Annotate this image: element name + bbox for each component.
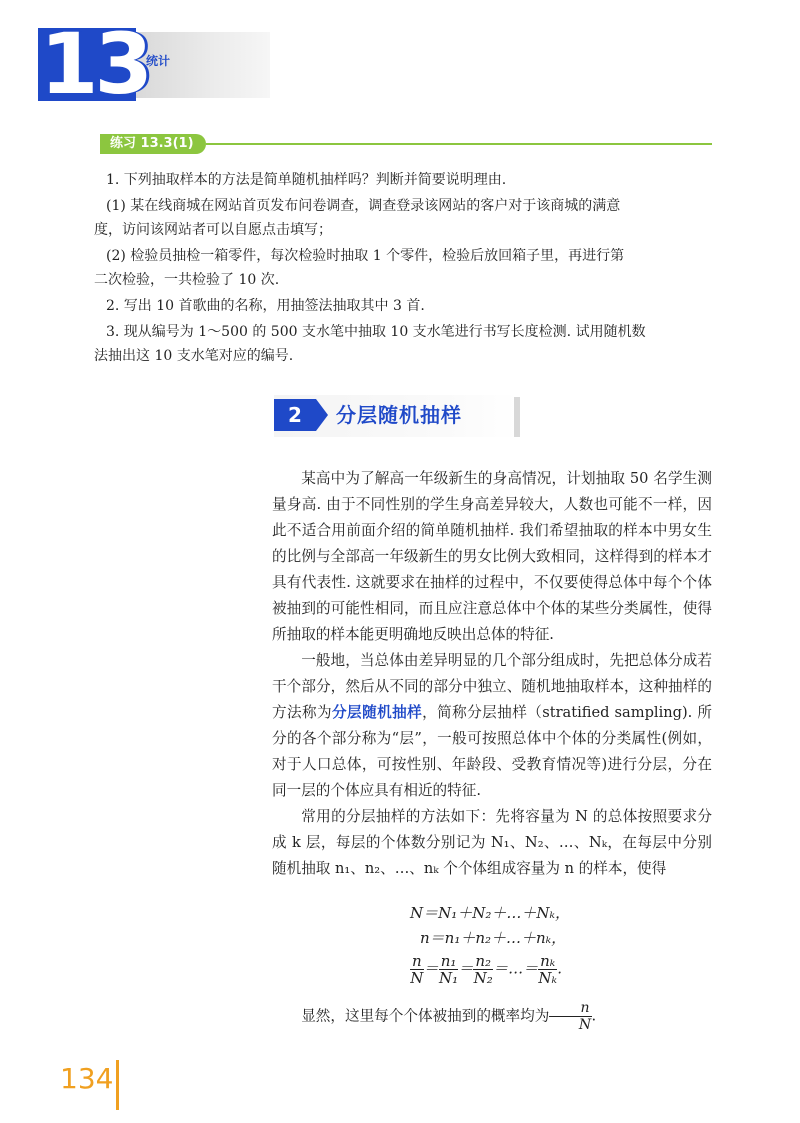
paragraph-3: 常用的分层抽样的方法如下：先将容量为 N 的总体按照要求分成 k 层，每层的个体数分别记为 N₁、N₂、…、Nₖ，在每层中分别随机抽取 n₁、n₂、…、nₖ 个个体组成容量为 n 的样本，使得 <box>272 808 712 877</box>
exercise-q1-1-line1: (1) 某在线商城在网站首页发布问卷调查，调查登录该网站的客户对于该商城的满意 <box>106 198 621 214</box>
page-number-bar <box>116 1060 119 1110</box>
paragraph-2-part-b: ，简称分层抽样（stratified sampling). 所分的各个部分称为“层”，一般可按照总体中个体的分类属性(例如，对于人口总体，可按性别、年龄段、受教育情况等)进行分层，分在同一层的个体应具有相近的特征. <box>272 704 712 799</box>
exercise-q3-line2: 法抽出这 10 支水笔对应的编号. <box>94 348 294 364</box>
exercise-label: 练习 13.3(1) <box>110 136 194 151</box>
section-number: 2 <box>288 403 302 427</box>
fraction-probability: $\frac{n}{N}$ <box>549 1000 591 1033</box>
section-badge-arrow <box>316 399 328 431</box>
fraction-n-over-N: $\frac{n}{N}$ <box>410 952 424 987</box>
fraction-nk-over-Nk: $\frac{\text{nₖ}}{\text{Nₖ}}$ <box>538 952 557 987</box>
formula-ratio: $\frac{n}{N}$ ＝ $\frac{\text{n₁}}{\text{N₁}}$ ＝ $\frac{\text{n₂}}{\text{N₂}}$ ＝…＝ $\frac{\text{nₖ}}{\text{Nₖ}}$ . <box>410 952 563 987</box>
formula-total-N: N＝N₁＋N₂＋…＋Nₖ， <box>410 904 570 922</box>
exercise-q2: 2. 写出 10 首歌曲的名称，用抽签法抽取其中 3 首. <box>106 298 425 314</box>
paragraph-2 <box>272 648 712 804</box>
chapter-title: 统计 <box>146 54 171 68</box>
fraction-n2-over-N2: $\frac{\text{n₂}}{\text{N₂}}$ <box>473 952 493 987</box>
exercise-q1: 1. 下列抽取样本的方法是简单随机抽样吗？判断并简要说明理由. <box>106 172 507 188</box>
paragraph-1: 某高中为了解高一年级新生的身高情况，计划抽取 50 名学生测量身高. 由于不同性别的学生身高差异较大，人数也可能不一样，因此不适合用前面介绍的简单随机抽样. 我们希望抽取的样本中男女生的比例与全部高一年级新生的男女比例大致相同，这样得到的样本才具有代表性. 这就要求在抽样的过程中，不仅要使得总体中每个个体被抽到的可能性相同，而且应注意总体中个体的某些分类属性，使得所抽取的样本能更明确地反映出总体的特征. <box>272 470 712 643</box>
paragraph-2-part-a: 一般地，当总体由差异明显的几个部分组成时，先把总体分成若干个部分，然后从不同的部分中独立、随机地抽取样本，这种抽样的方法称为 <box>272 652 712 721</box>
exercise-q1-2-line1: (2) 检验员抽检一箱零件，每次检验时抽取 1 个零件，检验后放回箱子里，再进行第 <box>106 248 625 264</box>
term-stratified-sampling: 分层随机抽样 <box>332 704 423 721</box>
fraction-n1-over-N1: $\frac{\text{n₁}}{\text{N₁}}$ <box>438 952 459 987</box>
section-header-shadow <box>514 397 520 437</box>
exercise-divider <box>206 143 712 145</box>
closing-line: 显然，这里每个个体被抽到的概率均为 $\frac{n}{N}$ . <box>301 1000 597 1033</box>
exercise-q1-2-line2: 二次检验，一共检验了 10 次. <box>94 272 280 288</box>
exercise-q1-1-line2: 度，访问该网站者可以自愿点击填写； <box>94 222 332 238</box>
chapter-number: 13 <box>40 15 149 113</box>
exercise-q3-line1: 3. 现从编号为 1～500 的 500 支水笔中抽取 10 支水笔进行书写长度检测. 试用随机数 <box>106 324 646 340</box>
page-number: 134 <box>60 1062 114 1095</box>
formula-total-n: n＝n₁＋n₂＋…＋nₖ， <box>420 929 567 947</box>
section-title: 分层随机抽样 <box>336 403 462 427</box>
probability-sentence: 显然，这里每个个体被抽到的概率均为 <box>301 1007 550 1025</box>
body-text <box>272 466 712 882</box>
